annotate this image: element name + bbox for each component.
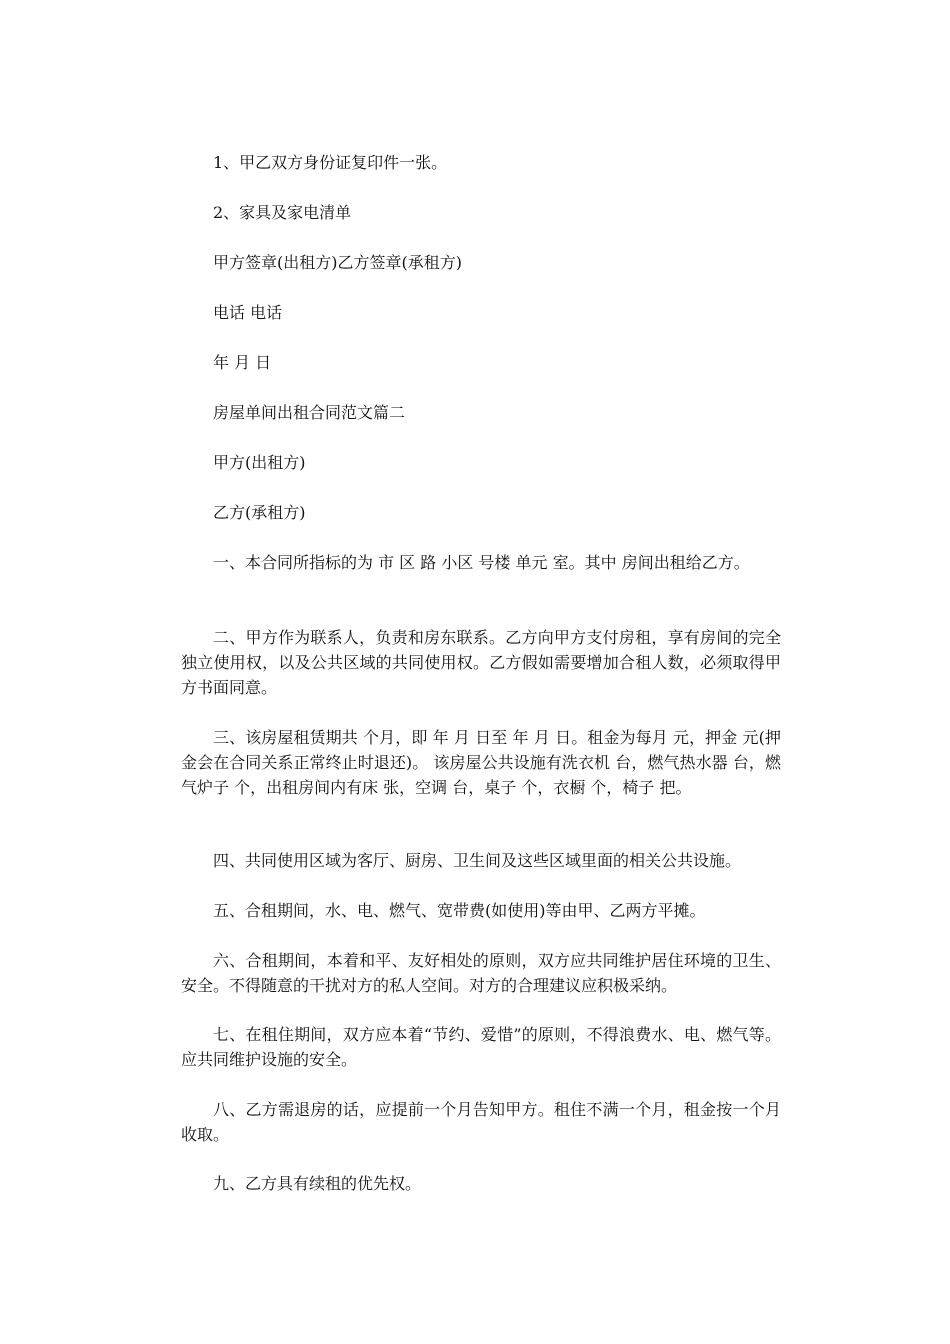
clause-8: 八、乙方需退房的话，应提前一个月告知甲方。租住不满一个月，租金按一个月收取。	[181, 1100, 781, 1144]
clause-2: 二、甲方作为联系人，负责和房东联系。乙方向甲方支付房租，享有房间的完全独立使用权，以及公共区域的共同使用权。乙方假如需要增加合租人数，必须取得甲方书面同意。	[181, 628, 781, 697]
clause-1: 一、本合同所指标的为 市 区 路 小区 号楼 单元 室。其中 房间出租给乙方。	[213, 553, 750, 572]
clause-5: 五、合租期间，水、电、燃气、宽带费(如使用)等由甲、乙两方平摊。	[213, 901, 706, 920]
paragraph-party-b: 乙方(承租方)	[213, 503, 306, 522]
paragraph-signatures: 甲方签章(出租方)乙方签章(承租方)	[213, 253, 462, 272]
clause-4: 四、共同使用区域为客厅、厨房、卫生间及这些区域里面的相关公共设施。	[213, 851, 742, 870]
section-title: 房屋单间出租合同范文篇二	[213, 403, 406, 422]
clause-9: 九、乙方具有续租的优先权。	[213, 1174, 422, 1193]
paragraph-date: 年 月 日	[213, 353, 272, 372]
clause-7: 七、在租住期间，双方应本着“节约、爱惜”的原则，不得浪费水、电、燃气等。应共同维护设施的安全。	[181, 1025, 781, 1069]
clause-6: 六、合租期间，本着和平、友好相处的原则，双方应共同维护居住环境的卫生、安全。不得随意的干扰对方的私人空间。对方的合理建议应积极采纳。	[181, 951, 781, 995]
clause-3: 三、该房屋租赁期共 个月，即 年 月 日至 年 月 日。租金为每月 元，押金 元(押金会在合同关系正常终止时退还)。 该房屋公共设施有洗衣机 台，燃气热水器 台，燃气炉子 个，出租房间内有床 张，空调 台，桌子 个，衣橱 个，椅子 把。	[181, 728, 781, 797]
paragraph-party-a: 甲方(出租方)	[213, 453, 306, 472]
paragraph-attachment-id-copies: 1、甲乙双方身份证复印件一张。	[213, 153, 448, 172]
paragraph-attachment-furniture-list: 2、家具及家电清单	[213, 203, 352, 222]
paragraph-phones: 电话 电话	[213, 303, 283, 322]
